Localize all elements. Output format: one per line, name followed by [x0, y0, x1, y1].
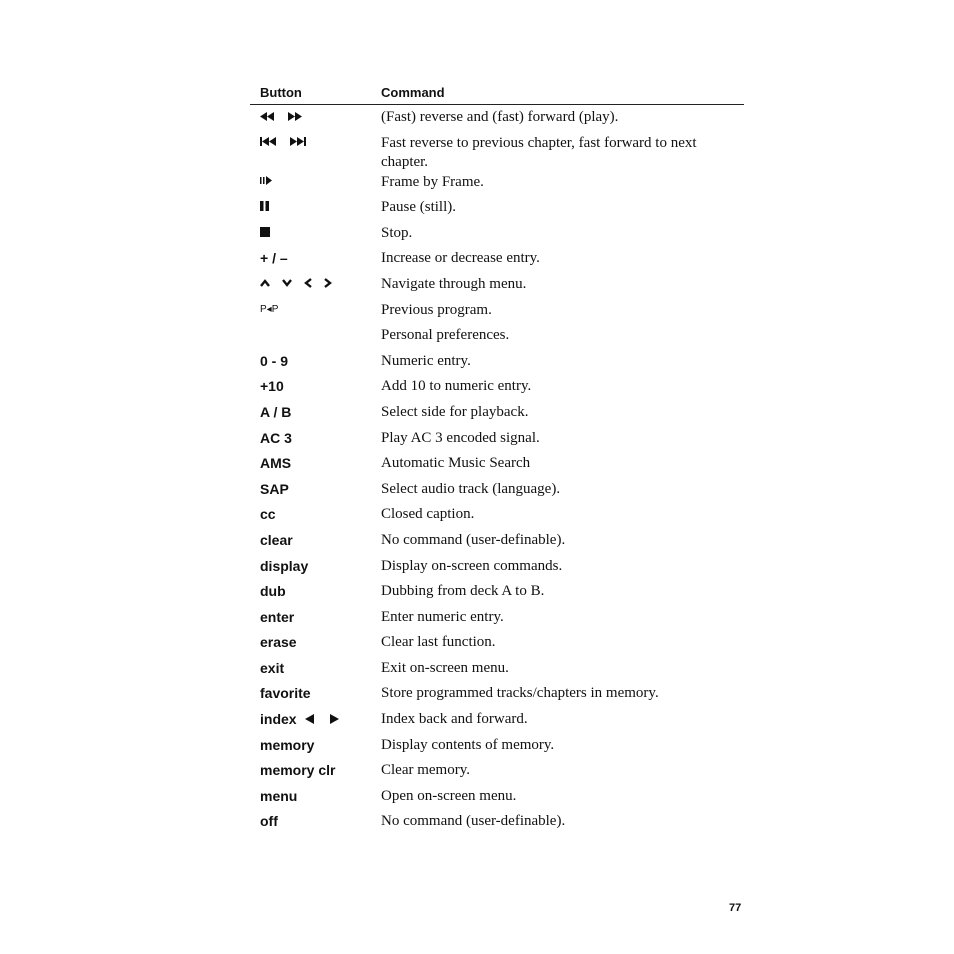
button-label: off: [260, 813, 278, 830]
command-cell: Personal preferences.: [381, 327, 510, 344]
table-row: [250, 607, 744, 633]
stop-icon: [260, 227, 270, 237]
table-row: [250, 248, 744, 274]
table-row: [250, 786, 744, 812]
button-label: P◂P: [260, 303, 279, 315]
button-cell: [250, 274, 381, 300]
table-row: [250, 402, 744, 428]
command-cell: (Fast) reverse and (fast) forward (play).: [381, 109, 619, 125]
table-row: [250, 760, 744, 786]
button-cell: [250, 683, 381, 709]
button-cell: [250, 556, 381, 582]
header-button: Button: [260, 84, 302, 100]
command-cell: Play AC 3 encoded signal.: [381, 429, 540, 446]
command-cell: Increase or decrease entry.: [381, 250, 540, 267]
button-cell: [250, 479, 381, 505]
button-label: SAP: [260, 480, 289, 497]
table-row: [250, 172, 744, 198]
button-label: favorite: [260, 685, 311, 702]
table-row: [250, 274, 744, 300]
command-cell: Pause (still).: [381, 199, 456, 216]
table-row: [250, 107, 744, 133]
table-row: [250, 453, 744, 479]
table-row: [250, 658, 744, 684]
command-cell: Exit on-screen menu.: [381, 659, 509, 676]
button-label: memory clr: [260, 762, 336, 779]
button-cell: [250, 632, 381, 658]
arrow-right-icon: [324, 278, 332, 288]
frame-advance-icon: [260, 176, 273, 185]
arrow-left-icon: [304, 278, 312, 288]
button-cell: [250, 133, 381, 172]
table-row: [250, 376, 744, 402]
command-cell: Store programmed tracks/chapters in memory.: [381, 685, 659, 702]
fast-forward-icon: [287, 112, 302, 121]
page-number: 77: [729, 902, 742, 914]
button-cell: [250, 428, 381, 454]
table-row: [250, 683, 744, 709]
button-label: AC 3: [260, 429, 292, 446]
button-label: cc: [260, 506, 276, 523]
command-table: [250, 80, 744, 837]
button-label: exit: [260, 659, 285, 676]
command-cell: Closed caption.: [381, 506, 475, 523]
arrow-up-icon: [260, 279, 270, 287]
button-label: clear: [260, 531, 293, 548]
button-cell: [250, 402, 381, 428]
button-cell: [250, 325, 381, 351]
command-cell: Index back and forward.: [381, 711, 528, 728]
button-cell: [250, 811, 381, 837]
table-row: [250, 581, 744, 607]
button-cell: [250, 172, 381, 198]
button-label: display: [260, 557, 309, 574]
command-cell: Clear memory.: [381, 762, 470, 779]
button-cell: [250, 223, 381, 249]
command-cell: Add 10 to numeric entry.: [381, 378, 532, 395]
command-cell: No command (user-definable).: [381, 813, 566, 830]
triangle-right-icon: [330, 714, 339, 724]
command-cell: Previous program.: [381, 301, 492, 318]
command-cell: Fast reverse to previous chapter, fast forward to next chapter.: [381, 134, 697, 170]
button-cell: [250, 530, 381, 556]
table-row: [250, 325, 744, 351]
command-cell: Stop.: [381, 224, 413, 241]
button-label: A / B: [260, 403, 292, 420]
table-row: [250, 811, 744, 837]
table-row: [250, 735, 744, 761]
button-cell: [250, 709, 381, 735]
button-cell: [250, 735, 381, 761]
previous-chapter-icon: [260, 137, 277, 146]
button-label: index: [260, 711, 297, 728]
table-row: [250, 504, 744, 530]
table-row: [250, 351, 744, 377]
button-label: menu: [260, 787, 298, 804]
rewind-icon: [260, 112, 275, 121]
command-cell: Automatic Music Search: [381, 455, 531, 472]
arrow-down-icon: [282, 279, 292, 287]
table-header: [250, 80, 744, 105]
button-cell: [250, 581, 381, 607]
button-cell: [250, 658, 381, 684]
table-row: [250, 300, 744, 326]
command-cell: Enter numeric entry.: [381, 608, 504, 625]
button-label: enter: [260, 608, 295, 625]
button-cell: [250, 300, 381, 326]
button-cell: [250, 453, 381, 479]
command-cell: Display contents of memory.: [381, 736, 555, 753]
command-cell: Open on-screen menu.: [381, 787, 517, 804]
command-cell: No command (user-definable).: [381, 531, 566, 548]
button-cell: [250, 760, 381, 786]
command-cell: Clear last function.: [381, 634, 496, 651]
button-cell: [250, 351, 381, 377]
table-row: [250, 556, 744, 582]
command-cell: Select audio track (language).: [381, 480, 561, 497]
next-chapter-icon: [289, 137, 306, 146]
command-cell: Select side for playback.: [381, 403, 529, 420]
button-cell: [250, 504, 381, 530]
button-label: +10: [260, 378, 284, 395]
command-cell: Frame by Frame.: [381, 173, 484, 190]
pause-icon: [260, 201, 269, 211]
table-row: [250, 223, 744, 249]
table-row: [250, 530, 744, 556]
table-row: [250, 632, 744, 658]
button-cell: [250, 107, 381, 133]
button-label: dub: [260, 583, 286, 600]
button-label: + / –: [260, 250, 288, 267]
button-cell: [250, 376, 381, 402]
table-row: [250, 428, 744, 454]
button-cell: [250, 197, 381, 223]
command-cell: Dubbing from deck A to B.: [381, 583, 545, 600]
header-command: Command: [381, 84, 445, 100]
button-cell: [250, 248, 381, 274]
table-body: [250, 107, 744, 837]
button-label: erase: [260, 634, 297, 651]
button-cell: [250, 607, 381, 633]
command-cell: Numeric entry.: [381, 352, 471, 369]
table-row: [250, 133, 744, 172]
button-label: AMS: [260, 455, 292, 472]
command-cell: Display on-screen commands.: [381, 557, 563, 574]
table-row: [250, 709, 744, 735]
table-row: [250, 479, 744, 505]
table-row: [250, 197, 744, 223]
command-cell: Navigate through menu.: [381, 275, 527, 292]
button-label: 0 - 9: [260, 352, 289, 369]
button-label: memory: [260, 736, 315, 753]
button-cell: [250, 786, 381, 812]
triangle-left-icon: [305, 714, 314, 724]
